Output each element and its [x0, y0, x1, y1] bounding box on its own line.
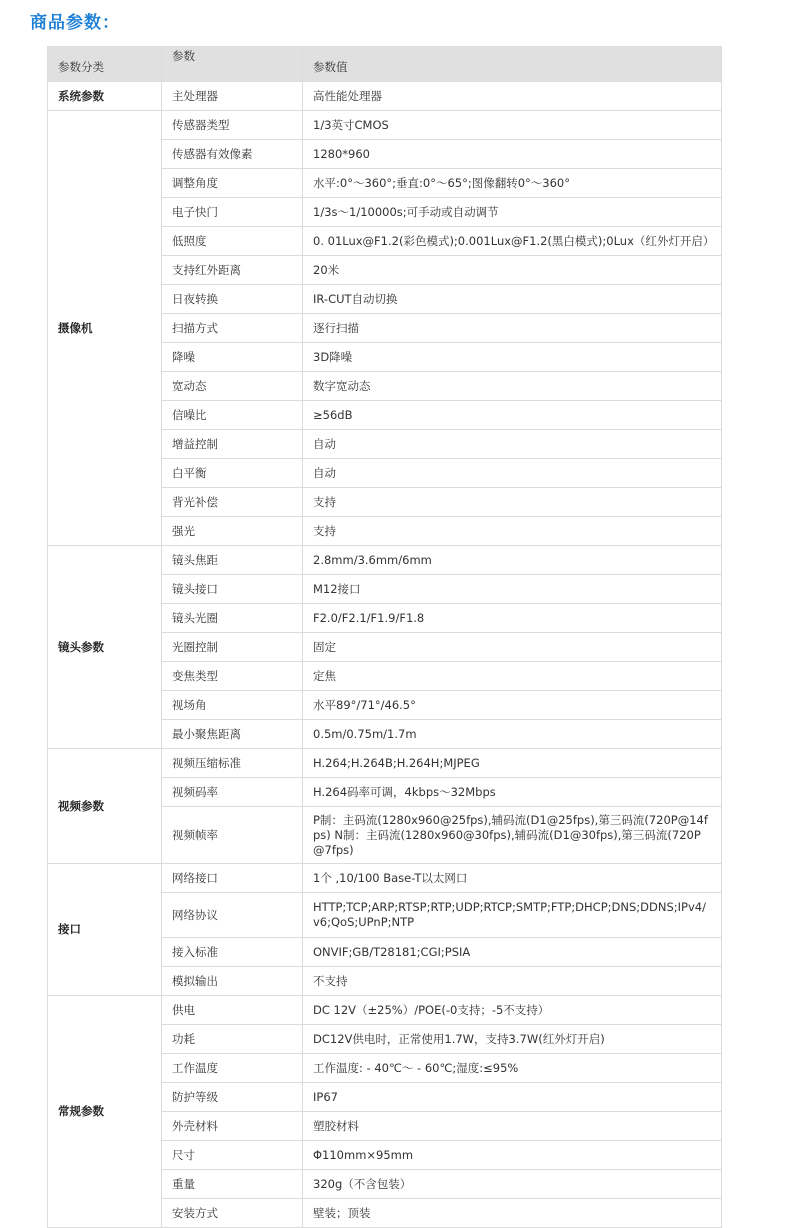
param-value-cell: 自动	[303, 430, 722, 459]
param-value-cell: HTTP;TCP;ARP;RTSP;RTP;UDP;RTCP;SMTP;FTP;DHCP;DNS;DDNS;IPv4/v6;QoS;UPnP;NTP	[303, 893, 722, 938]
param-value-cell: 0.5m/0.75m/1.7m	[303, 720, 722, 749]
param-name-cell: 网络协议	[162, 893, 303, 938]
header-row	[48, 47, 722, 82]
param-value-cell: 壁装；顶装	[303, 1199, 722, 1228]
param-name-cell: 镜头接口	[162, 575, 303, 604]
param-value-cell: H.264码率可调，4kbps～32Mbps	[303, 778, 722, 807]
param-value-cell: 数字宽动态	[303, 372, 722, 401]
param-value-cell: 3D降噪	[303, 343, 722, 372]
table-row	[48, 996, 722, 1025]
param-value-cell: 20米	[303, 256, 722, 285]
param-value-cell: 1280*960	[303, 140, 722, 169]
category-cell: 摄像机	[48, 111, 162, 546]
param-name-cell: 扫描方式	[162, 314, 303, 343]
param-value-cell: ≥56dB	[303, 401, 722, 430]
param-name-cell: 供电	[162, 996, 303, 1025]
param-name-cell: 外壳材料	[162, 1112, 303, 1141]
param-name-cell: 白平衡	[162, 459, 303, 488]
param-value-cell: 支持	[303, 488, 722, 517]
param-name-cell: 低照度	[162, 227, 303, 256]
param-value-cell: 塑胶材料	[303, 1112, 722, 1141]
category-cell: 系统参数	[48, 82, 162, 111]
table-body	[48, 82, 722, 1228]
header-value: 参数值	[303, 47, 722, 82]
param-value-cell: DC 12V（±25%）/POE(-0支持；-5不支持）	[303, 996, 722, 1025]
param-name-cell: 镜头光圈	[162, 604, 303, 633]
params-table	[47, 46, 722, 1228]
param-value-cell: 1/3英寸CMOS	[303, 111, 722, 140]
param-value-cell: H.264;H.264B;H.264H;MJPEG	[303, 749, 722, 778]
param-name-cell: 防护等级	[162, 1083, 303, 1112]
header-param: 参数	[162, 47, 303, 82]
category-cell: 镜头参数	[48, 546, 162, 749]
param-name-cell: 视场角	[162, 691, 303, 720]
param-name-cell: 接入标准	[162, 938, 303, 967]
param-name-cell: 增益控制	[162, 430, 303, 459]
param-name-cell: 日夜转换	[162, 285, 303, 314]
page-title: 商品参数：	[30, 13, 120, 33]
param-value-cell: 逐行扫描	[303, 314, 722, 343]
param-name-cell: 宽动态	[162, 372, 303, 401]
param-name-cell: 背光补偿	[162, 488, 303, 517]
param-name-cell: 变焦类型	[162, 662, 303, 691]
param-name-cell: 安装方式	[162, 1199, 303, 1228]
param-name-cell: 视频帧率	[162, 807, 303, 864]
param-name-cell: 主处理器	[162, 82, 303, 111]
param-value-cell: 高性能处理器	[303, 82, 722, 111]
category-cell: 视频参数	[48, 749, 162, 864]
param-name-cell: 强光	[162, 517, 303, 546]
param-name-cell: 视频压缩标准	[162, 749, 303, 778]
param-name-cell: 工作温度	[162, 1054, 303, 1083]
param-value-cell: 不支持	[303, 967, 722, 996]
param-name-cell: 模拟输出	[162, 967, 303, 996]
param-value-cell: P制：主码流(1280x960@25fps),辅码流(D1@25fps),第三码流(720P@14fps) N制：主码流(1280x960@30fps),辅码流(D1@30fps),第三码流(720P@7fps)	[303, 807, 722, 864]
param-value-cell: 水平:0°～360°;垂直:0°～65°;图像翻转0°～360°	[303, 169, 722, 198]
param-name-cell: 功耗	[162, 1025, 303, 1054]
table-row	[48, 82, 722, 111]
param-value-cell: 0. 01Lux@F1.2(彩色模式);0.001Lux@F1.2(黑白模式);0Lux（红外灯开启）	[303, 227, 722, 256]
param-value-cell: 固定	[303, 633, 722, 662]
param-name-cell: 传感器类型	[162, 111, 303, 140]
param-value-cell: 2.8mm/3.6mm/6mm	[303, 546, 722, 575]
category-cell: 接口	[48, 864, 162, 996]
param-value-cell: 1个 ,10/100 Base-T以太网口	[303, 864, 722, 893]
param-value-cell: 自动	[303, 459, 722, 488]
param-value-cell: 1/3s～1/10000s;可手动或自动调节	[303, 198, 722, 227]
param-name-cell: 镜头焦距	[162, 546, 303, 575]
table-row	[48, 864, 722, 893]
param-value-cell: 水平89°/71°/46.5°	[303, 691, 722, 720]
param-value-cell: F2.0/F2.1/F1.9/F1.8	[303, 604, 722, 633]
param-value-cell: 定焦	[303, 662, 722, 691]
param-name-cell: 调整角度	[162, 169, 303, 198]
param-value-cell: 支持	[303, 517, 722, 546]
param-name-cell: 光圈控制	[162, 633, 303, 662]
param-value-cell: IP67	[303, 1083, 722, 1112]
param-value-cell: DC12V供电时，正常使用1.7W，支持3.7W(红外灯开启)	[303, 1025, 722, 1054]
header-category: 参数分类	[48, 47, 162, 82]
table-row	[48, 111, 722, 140]
param-name-cell: 网络接口	[162, 864, 303, 893]
table-row	[48, 546, 722, 575]
param-value-cell: Φ110mm×95mm	[303, 1141, 722, 1170]
param-name-cell: 尺寸	[162, 1141, 303, 1170]
param-value-cell: IR-CUT自动切换	[303, 285, 722, 314]
table-header	[48, 47, 722, 82]
category-cell: 常规参数	[48, 996, 162, 1228]
param-name-cell: 视频码率	[162, 778, 303, 807]
param-name-cell: 支持红外距离	[162, 256, 303, 285]
param-name-cell: 信噪比	[162, 401, 303, 430]
param-name-cell: 传感器有效像素	[162, 140, 303, 169]
param-name-cell: 最小聚焦距离	[162, 720, 303, 749]
param-value-cell: M12接口	[303, 575, 722, 604]
param-name-cell: 电子快门	[162, 198, 303, 227]
param-name-cell: 降噪	[162, 343, 303, 372]
table-row	[48, 749, 722, 778]
param-value-cell: 工作温度: - 40℃～ - 60℃;湿度:≤95%	[303, 1054, 722, 1083]
param-value-cell: ONVIF;GB/T28181;CGI;PSIA	[303, 938, 722, 967]
param-value-cell: 320g（不含包装）	[303, 1170, 722, 1199]
param-name-cell: 重量	[162, 1170, 303, 1199]
